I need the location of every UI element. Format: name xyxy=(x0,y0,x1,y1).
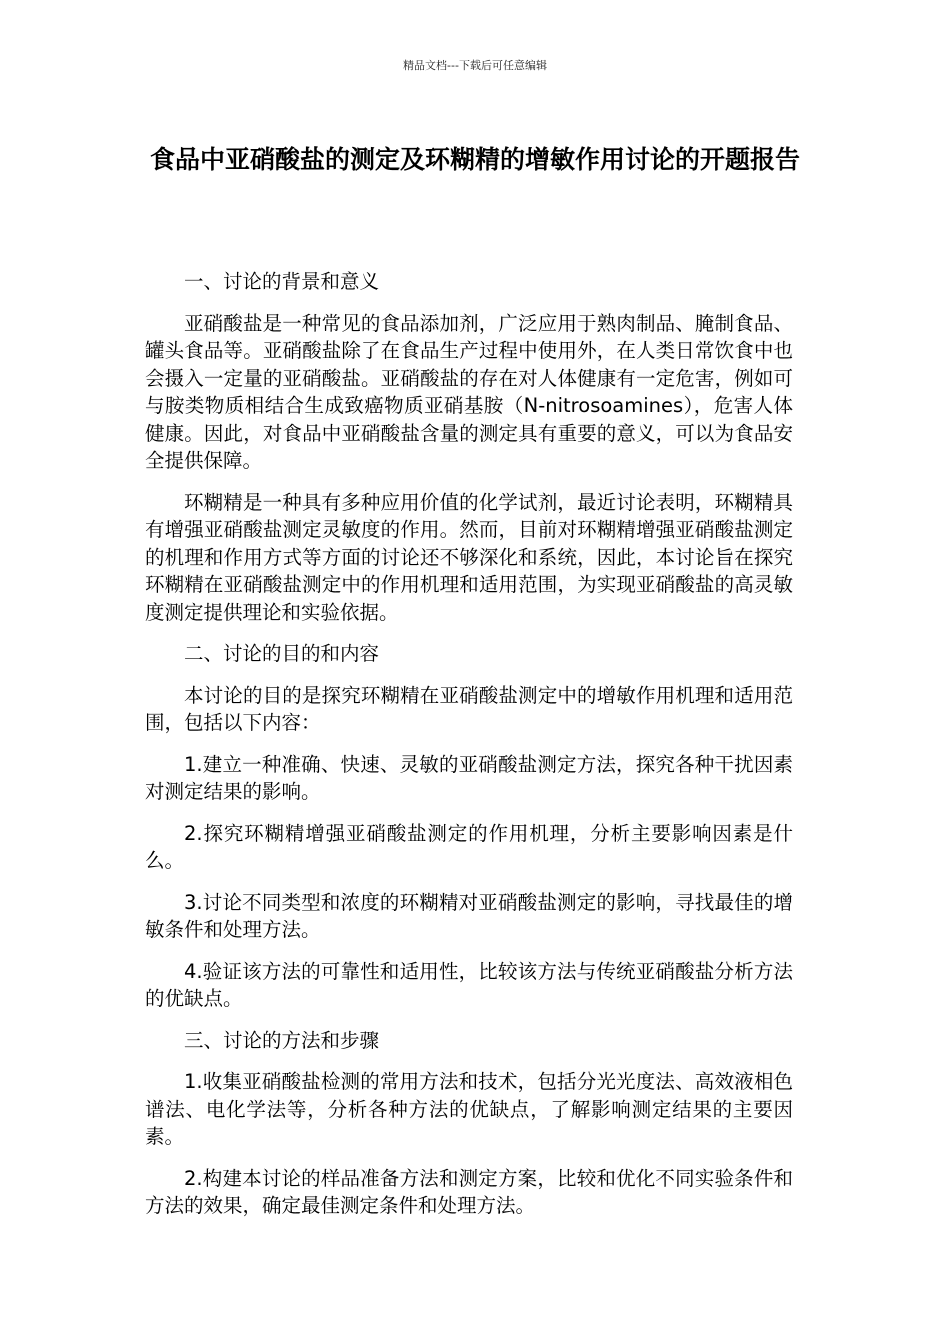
header-note: 精品文档---下载后可任意编辑 xyxy=(403,59,547,72)
list-item-purpose-2: 2.探究环糊精增强亚硝酸盐测定的作用机理，分析主要影响因素是什么。 xyxy=(145,821,793,872)
list-item-purpose-1: 1.建立一种准确、快速、灵敏的亚硝酸盐测定方法，探究各种干扰因素对测定结果的影响。 xyxy=(145,752,793,803)
paragraph-purpose-intro: 本讨论的目的是探究环糊精在亚硝酸盐测定中的增敏作用机理和适用范围，包括以下内容： xyxy=(145,683,793,734)
list-item-purpose-3: 3.讨论不同类型和浓度的环糊精对亚硝酸盐测定的影响，寻找最佳的增敏条件和处理方法。 xyxy=(145,890,793,941)
paragraph-background-1: 亚硝酸盐是一种常见的食品添加剂，广泛应用于熟肉制品、腌制食品、罐头食品等。亚硝酸盐除了在食品生产过程中使用外，在人类日常饮食中也会摄入一定量的亚硝酸盐。亚硝酸盐的存在对人体健康有一定危害，例如可与胺类物质相结合生成致癌物质亚硝基胺（N-nitrosoamines），危害人体健康。因此，对食品中亚硝酸盐含量的测定具有重要的意义，可以为食品安全提供保障。 xyxy=(145,311,793,472)
list-item-purpose-4: 4.验证该方法的可靠性和适用性，比较该方法与传统亚硝酸盐分析方法的优缺点。 xyxy=(145,959,793,1010)
document-title: 食品中亚硝酸盐的测定及环糊精的增敏作用讨论的开题报告 xyxy=(149,145,800,174)
list-item-methods-2: 2.构建本讨论的样品准备方法和测定方案，比较和优化不同实验条件和方法的效果，确定最佳测定条件和处理方法。 xyxy=(145,1166,793,1217)
list-item-methods-1: 1.收集亚硝酸盐检测的常用方法和技术，包括分光光度法、高效液相色谱法、电化学法等，分析各种方法的优缺点，了解影响测定结果的主要因素。 xyxy=(145,1070,793,1148)
section-heading-background: 一、讨论的背景和意义 xyxy=(184,270,380,293)
paragraph-background-2: 环糊精是一种具有多种应用价值的化学试剂，最近讨论表明，环糊精具有增强亚硝酸盐测定灵敏度的作用。然而，目前对环糊精增强亚硝酸盐测定的机理和作用方式等方面的讨论还不够深化和系统，因此，本讨论旨在探究环糊精在亚硝酸盐测定中的作用机理和适用范围，为实现亚硝酸盐的高灵敏度测定提供理论和实验依据。 xyxy=(145,490,793,624)
section-heading-methods: 三、讨论的方法和步骤 xyxy=(184,1028,380,1052)
document-body xyxy=(145,268,793,1234)
section-heading-purpose: 二、讨论的目的和内容 xyxy=(184,642,380,665)
